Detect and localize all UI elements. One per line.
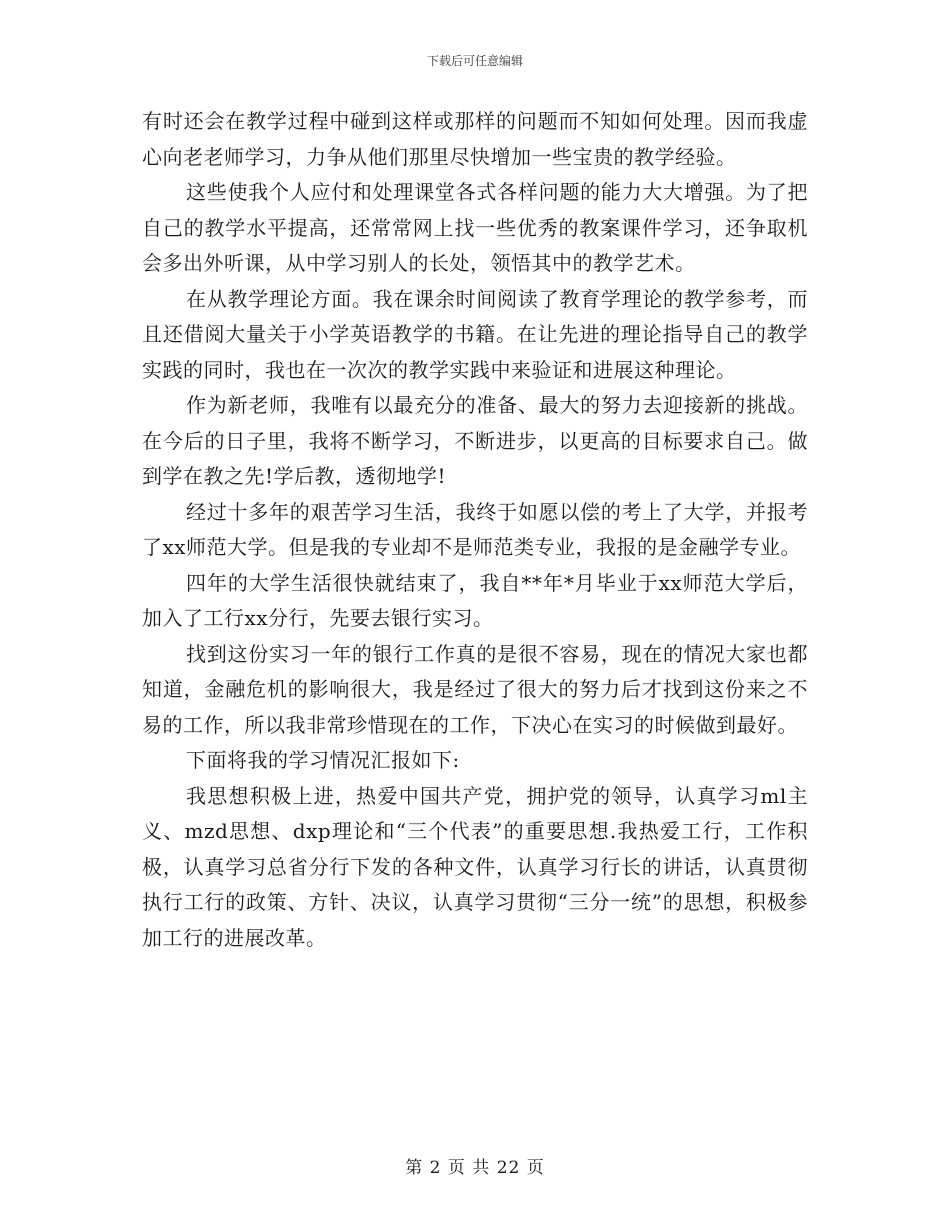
paragraph-4: 作为新老师，我唯有以最充分的准备、最大的努力去迎接新的挑战。在今后的日子里，我将不断学习，不断进步，以更高的目标要求自己。做到学在教之先!学后教，透彻地学! <box>142 393 808 488</box>
paragraph-6: 四年的大学生活很快就结束了，我自**年*月毕业于xx师范大学后，加入了工行xx分行，先要去银行实习。 <box>142 570 808 630</box>
paragraph-8: 下面将我的学习情况汇报如下: <box>186 748 460 772</box>
page-number-footer: 第 2 页 共 22 页 <box>405 1158 545 1178</box>
paragraph-5: 经过十多年的艰苦学习生活，我终于如愿以偿的考上了大学，并报考了xx师范大学。但是我的专业却不是师范类专业，我报的是金融学专业。 <box>142 499 808 559</box>
paragraph-1: 有时还会在教学过程中碰到这样或那样的问题而不知如何处理。因而我虚心向老老师学习，力争从他们那里尽快增加一些宝贵的教学经验。 <box>142 109 808 169</box>
paragraph-9: 我思想积极上进，热爱中国共产党，拥护党的领导，认真学习ml主义、mzd思想、dxp理论和“三个代表”的重要思想.我热爱工行，工作积极，认真学习总省分行下发的各种文件，认真学习行长的讲话，认真贯彻执行工行的政策、方针、决议，认真学习贯彻“三分一统”的思想，积极参加工行的进展改革。 <box>142 783 808 950</box>
document-body <box>142 104 808 956</box>
page-header: 下载后可任意编辑 <box>426 54 523 68</box>
paragraph-2: 这些使我个人应付和处理课堂各式各样问题的能力大大增强。为了把自己的教学水平提高，还常常网上找一些优秀的教案课件学习，还争取机会多出外听课，从中学习别人的长处，领悟其中的教学艺术。 <box>142 180 808 275</box>
paragraph-3: 在从教学理论方面。我在课余时间阅读了教育学理论的教学参考，而且还借阅大量关于小学英语教学的书籍。在让先进的理论指导自己的教学实践的同时，我也在一次次的教学实践中来验证和进展这种理论。 <box>142 286 808 382</box>
paragraph-7: 找到这份实习一年的银行工作真的是很不容易，现在的情况大家也都知道，金融危机的影响很大，我是经过了很大的努力后才找到这份来之不易的工作，所以我非常珍惜现在的工作，下决心在实习的时候做到最好。 <box>142 641 808 737</box>
